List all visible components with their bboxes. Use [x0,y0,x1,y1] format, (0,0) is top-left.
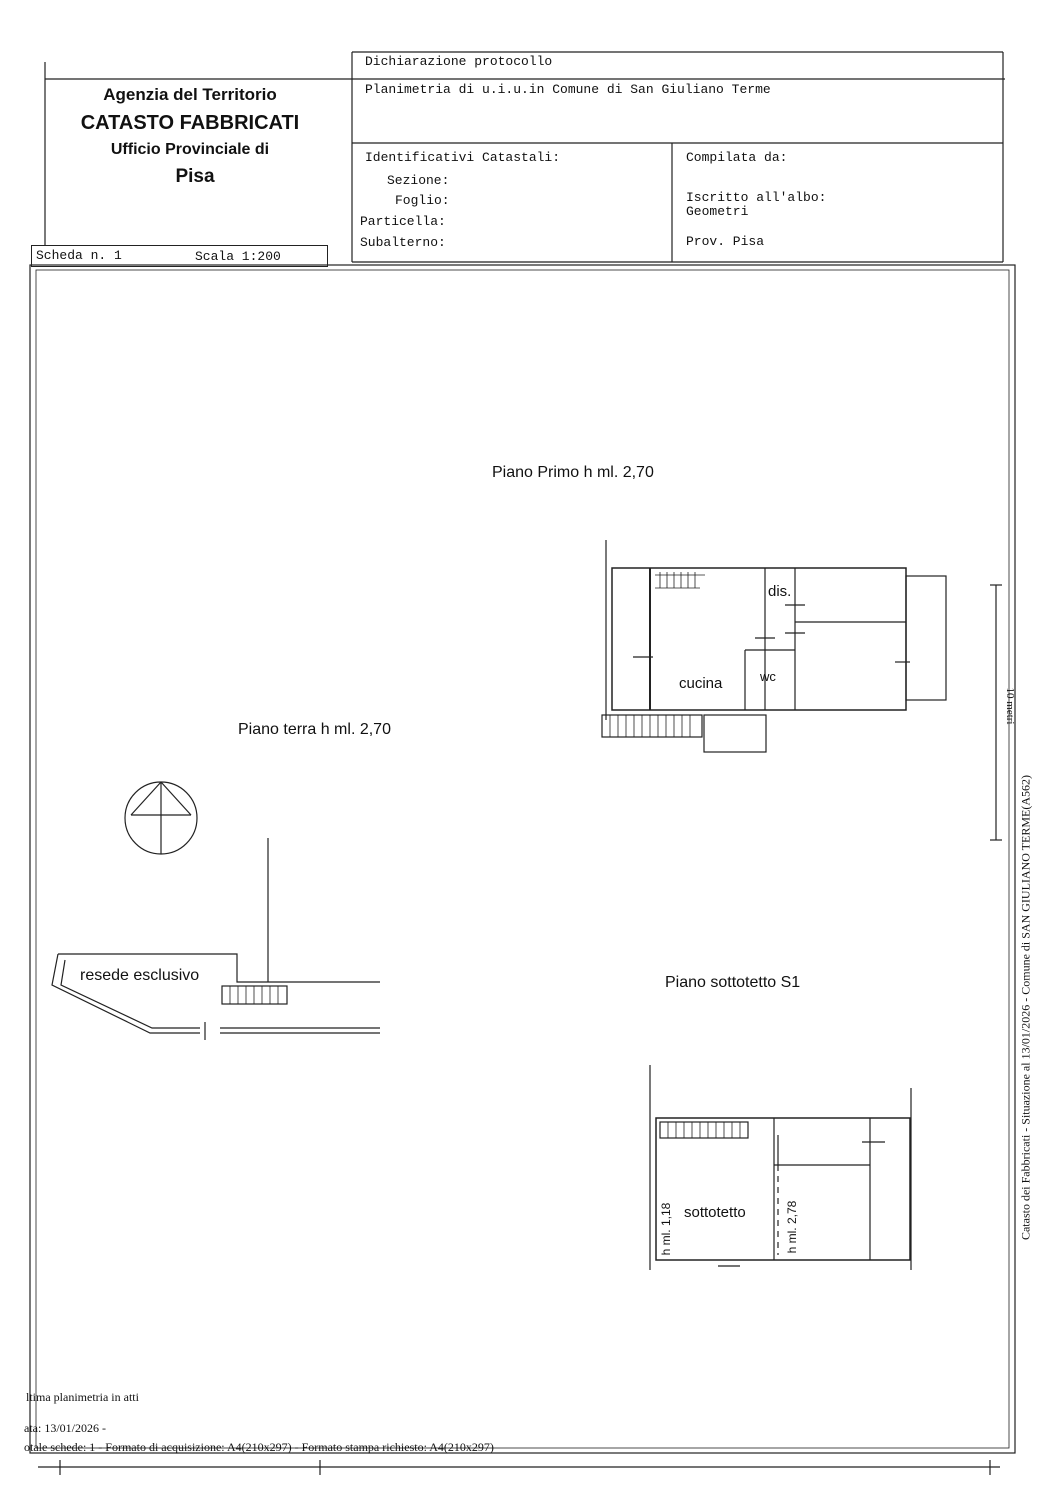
planimetry-title: Planimetria di u.i.u.in Comune di San Giuliano Terme [365,82,771,97]
room-label-resede: resede esclusivo [80,967,200,984]
footer-date: ata: 13/01/2026 - [24,1421,106,1435]
north-arrow [125,782,197,854]
declaration-label: Dichiarazione protocollo [365,54,553,69]
particella-label: Particella: [360,214,446,229]
footer-last-plan: ltima planimetria in atti [26,1390,139,1404]
agency-office: Ufficio Provinciale di [110,141,270,158]
province-label: Prov. Pisa [686,234,765,249]
scale-label: Scala 1:200 [195,249,281,264]
ground-floor-plan [52,838,380,1040]
identifiers-title: Identificativi Catastali: [365,150,561,165]
scheda-box [31,245,328,267]
attic-title: Piano sottotetto S1 [665,974,801,991]
height-label-118: h ml. 1,18 [659,1202,673,1256]
footer-format-info: otale schede: 1 - Formato di acquisizione: A4(210x297) - Formato stampa richiesto: A4(210x297) [24,1440,494,1454]
first-floor-title: Piano Primo h ml. 2,70 [492,464,654,481]
ground-floor-title: Piano terra h ml. 2,70 [238,721,391,738]
compiled-by-label: Compilata da: [686,150,788,165]
profession-label: Geometri [686,204,749,219]
agency-name: Agenzia del Territorio [103,85,277,104]
room-label-cucina: cucina [679,675,723,692]
agency-department: CATASTO FABBRICATI [80,112,300,134]
attic-plan [650,1065,911,1270]
room-label-sottotetto: sottotetto [684,1204,746,1221]
room-label-wc: wc [760,669,776,684]
registered-label: Iscritto all'albo: [686,190,827,205]
sezione-label: Sezione: [387,173,450,188]
room-label-dis: dis. [768,583,792,600]
subalterno-label: Subalterno: [360,235,446,250]
height-label-278: h ml. 2,78 [785,1200,799,1254]
scale-bar-label: 10 metri [1004,687,1016,725]
first-floor-plan [602,540,946,752]
agency-province: Pisa [175,166,215,187]
foglio-label: Foglio: [395,193,450,208]
cadastre-status-note: Catasto dei Fabbricati - Situazione al 13/01/2026 - Comune di SAN GIULIANO TERME(A562) [1018,774,1033,1241]
scheda-number: Scheda n. 1 [36,248,122,263]
